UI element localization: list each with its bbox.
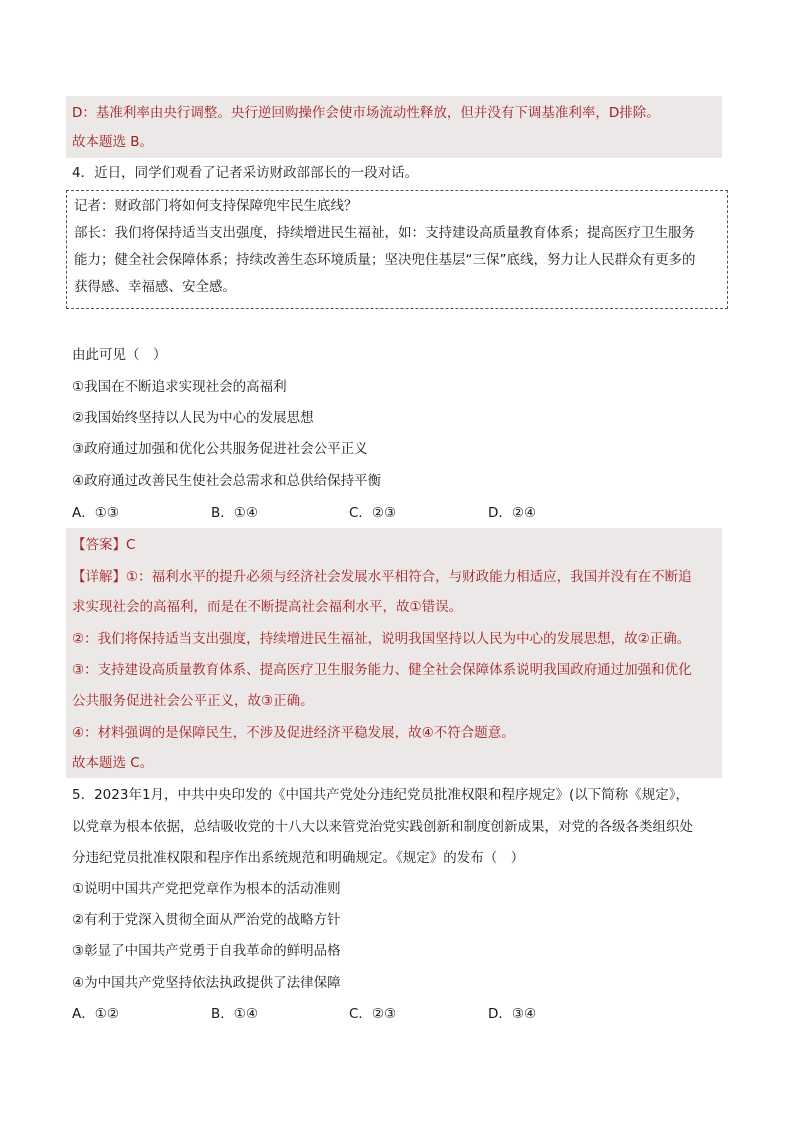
dialogue-line: 记者：财政部门将如何支持保障兜牢民生底线？ xyxy=(74,198,358,214)
q4-choice-c: C．②③ xyxy=(349,505,397,521)
q4-choice-a: A．①③ xyxy=(72,505,119,521)
dialogue-line: 能力；健全社会保障体系；持续改善生态环境质量；坚决兜住基层“三保”底线，努力让人民群众有更多的 xyxy=(74,252,696,268)
q5-choice-b: B．①④ xyxy=(211,1006,258,1022)
q5-statement: ①说明中国共产党把党章作为根本的活动准则 xyxy=(72,881,341,897)
q4-conclusion: 故本题选 C。 xyxy=(72,755,154,771)
q4-explanation-line: 【详解】①：福利水平的提升必须与经济社会发展水平相符合，与财政能力相适应，我国并没有在不断追 xyxy=(72,569,692,585)
q4-stem: 4．近日，同学们观看了记者采访财政部部长的一段对话。 xyxy=(72,165,419,181)
q5-stem-line: 5．2023年1月，中共中央印发的《中国共产党处分违纪党员批准权限和程序规定》(以下简称《规定》， xyxy=(72,787,690,803)
q3-option-d-analysis: D：基准利率由央行调整。央行逆回购操作会使市场流动性释放，但并没有下调基准利率，D排除。 xyxy=(72,105,660,121)
q4-answer: 【答案】C xyxy=(72,537,136,553)
q4-explanation-line: ③：支持建设高质量教育体系、提高医疗卫生服务能力、健全社会保障体系说明我国政府通过加强和优化 xyxy=(72,662,692,678)
q5-stem-line: 分违纪党员批准权限和程序作出系统规范和明确规定。《规定》的发布（ ） xyxy=(72,850,525,866)
q4-explanation-line: 求实现社会的高福利，而是在不断提高社会福利水平，故①错误。 xyxy=(72,599,463,615)
q4-statement: ③政府通过加强和优化公共服务促进社会公平正义 xyxy=(72,441,368,457)
q5-stem-line: 以党章为根本依据，总结吸收党的十八大以来管党治党实践创新和制度创新成果，对党的各级各类组织处 xyxy=(72,819,693,835)
q5-statement: ④为中国共产党坚持依法执政提供了法律保障 xyxy=(72,975,341,991)
q4-explanation-line: ②：我们将保持适当支出强度，持续增进民生福祉，说明我国坚持以人民为中心的发展思想，故②正确。 xyxy=(72,631,691,647)
q4-choice-b: B．①④ xyxy=(211,505,258,521)
q3-conclusion: 故本题选 B。 xyxy=(72,134,154,150)
q4-explanation-line: ④：材料强调的是保障民生，不涉及促进经济平稳发展，故④不符合题意。 xyxy=(72,725,515,741)
dialogue-line: 获得感、幸福感、安全感。 xyxy=(74,279,236,295)
q5-statement: ③彰显了中国共产党勇于自我革命的鲜明品格 xyxy=(72,943,341,959)
q4-prompt: 由此可见（ ） xyxy=(72,347,167,363)
q4-statement: ①我国在不断追求实现社会的高福利 xyxy=(72,379,287,395)
q5-statement: ②有利于党深入贯彻全面从严治党的战略方针 xyxy=(72,912,341,928)
q4-dialogue-box xyxy=(66,190,728,309)
dialogue-line: 部长：我们将保持适当支出强度，持续增进民生福祉，如：支持建设高质量教育体系；提高医疗卫生服务 xyxy=(74,225,695,241)
q5-choice-a: A．①② xyxy=(72,1006,119,1022)
q4-choice-d: D．②④ xyxy=(488,505,537,521)
q4-statement: ②我国始终坚持以人民为中心的发展思想 xyxy=(72,410,314,426)
q5-choice-c: C．②③ xyxy=(349,1006,397,1022)
q5-choice-d: D．③④ xyxy=(488,1006,537,1022)
q4-explanation-line: 公共服务促进社会公平正义，故③正确。 xyxy=(72,693,314,709)
q4-statement: ④政府通过改善民生使社会总需求和总供给保持平衡 xyxy=(72,473,382,489)
